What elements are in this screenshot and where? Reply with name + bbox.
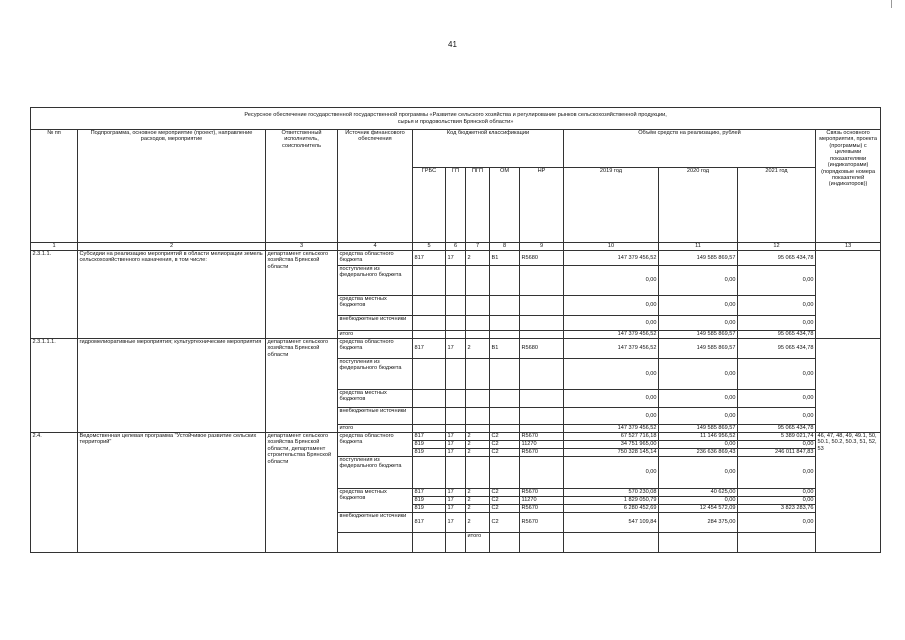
source-extra: внебюджетные источники bbox=[338, 408, 413, 425]
amount-2020: 0,00 bbox=[659, 390, 738, 408]
grbs-cell: 819 bbox=[413, 497, 446, 505]
source-federal: поступления из федерального бюджета bbox=[338, 266, 413, 296]
amount-2020: 0,00 bbox=[659, 441, 738, 449]
grbs-cell: 817 bbox=[413, 433, 446, 441]
grbs-cell: 819 bbox=[413, 449, 446, 457]
om-cell: С2 bbox=[490, 513, 520, 533]
empty-cell bbox=[446, 359, 466, 390]
header-source: Источник финансового обеспечения bbox=[338, 130, 413, 243]
nr-cell: R5670 bbox=[520, 505, 564, 513]
empty-cell bbox=[466, 296, 490, 316]
header-2020: 2020 год bbox=[659, 168, 738, 243]
amount-2021: 0,00 bbox=[738, 390, 816, 408]
row-number: 2.3.1.1.1. bbox=[31, 339, 78, 433]
amount-2019: 0,00 bbox=[564, 296, 659, 316]
header-grbs: ГРБС bbox=[413, 168, 446, 243]
row-number: 2.4. bbox=[31, 433, 78, 553]
source-local: средства местных бюджетов bbox=[338, 489, 413, 513]
amount-2021: 0,00 bbox=[738, 497, 816, 505]
col-number: 9 bbox=[520, 243, 564, 251]
nr-cell: R5680 bbox=[520, 339, 564, 359]
source-local: средства местных бюджетов bbox=[338, 296, 413, 316]
amount-2019: 6 280 452,69 bbox=[564, 505, 659, 513]
amount-2019: 34 751 965,00 bbox=[564, 441, 659, 449]
source-total: итого bbox=[466, 533, 490, 553]
col-number: 11 bbox=[659, 243, 738, 251]
program-name: гидромелиоративные мероприятия; культуртехнические мероприятия bbox=[78, 339, 266, 433]
gp-cell: 17 bbox=[446, 251, 466, 266]
amount-2020: 0,00 bbox=[659, 266, 738, 296]
amount-2019: 0,00 bbox=[564, 266, 659, 296]
amount-2020: 0,00 bbox=[659, 316, 738, 331]
om-cell: С2 bbox=[490, 497, 520, 505]
table-title bbox=[31, 108, 881, 130]
empty-cell bbox=[446, 296, 466, 316]
empty-cell bbox=[413, 533, 446, 553]
header-pgp: ПГП bbox=[466, 168, 490, 243]
empty-cell bbox=[490, 266, 520, 296]
col-number: 7 bbox=[466, 243, 490, 251]
header-budget-code: Код бюджетной классификации bbox=[413, 130, 564, 168]
edge-mark bbox=[891, 0, 892, 8]
empty-cell bbox=[413, 408, 446, 425]
empty-cell bbox=[520, 390, 564, 408]
amount-2019: 147 379 456,52 bbox=[564, 251, 659, 266]
program-name: Ведомственная целевая программа "Устойчивое развитие сельских территорий" bbox=[78, 433, 266, 553]
program-name: Субсидии на реализацию мероприятий в области мелиорации земель сельскохозяйственного назначения, в том числе: bbox=[78, 251, 266, 339]
amount-2021: 0,00 bbox=[738, 408, 816, 425]
source-federal: поступления из федерального бюджета bbox=[338, 359, 413, 390]
empty-cell bbox=[466, 331, 490, 339]
col-number: 12 bbox=[738, 243, 816, 251]
gp-cell: 17 bbox=[446, 513, 466, 533]
executor: департамент сельского хозяйства Брянской области bbox=[266, 251, 338, 339]
source-extra: внебюджетные источники bbox=[338, 513, 413, 533]
total-2019: 147 379 456,52 bbox=[564, 425, 659, 433]
amount-2021: 0,00 bbox=[738, 316, 816, 331]
empty-cell bbox=[446, 425, 466, 433]
total-2021: 95 065 434,78 bbox=[738, 425, 816, 433]
amount-2020: 149 585 869,57 bbox=[659, 251, 738, 266]
empty-cell bbox=[466, 390, 490, 408]
amount-2021: 0,00 bbox=[738, 296, 816, 316]
empty-cell bbox=[490, 359, 520, 390]
empty-cell bbox=[466, 316, 490, 331]
header-om: ОМ bbox=[490, 168, 520, 243]
nr-cell: R5680 bbox=[520, 251, 564, 266]
amount-2020: 149 585 869,57 bbox=[659, 339, 738, 359]
grbs-cell: 817 bbox=[413, 339, 446, 359]
empty-cell bbox=[413, 359, 446, 390]
empty-cell bbox=[466, 408, 490, 425]
header-no: № пп bbox=[31, 130, 78, 243]
empty-cell bbox=[520, 266, 564, 296]
empty-cell bbox=[413, 425, 446, 433]
gp-cell: 17 bbox=[446, 489, 466, 497]
header-2019: 2019 год bbox=[564, 168, 659, 243]
amount-2021: 3 823 283,76 bbox=[738, 505, 816, 513]
amount-2019: 547 109,84 bbox=[564, 513, 659, 533]
gp-cell: 17 bbox=[446, 449, 466, 457]
header-link: Связь основного мероприятия, проекта (программы) с целевыми показателями (индикаторами) (порядковые номера показателей (индикаторов)) bbox=[816, 130, 881, 243]
amount-2021: 95 065 434,78 bbox=[738, 339, 816, 359]
header-nr: НР bbox=[520, 168, 564, 243]
amount-2019: 0,00 bbox=[564, 359, 659, 390]
empty-cell bbox=[413, 266, 446, 296]
source-regional: средства областного бюджета bbox=[338, 339, 413, 359]
link-cell bbox=[816, 251, 881, 339]
empty-cell bbox=[490, 408, 520, 425]
pgp-cell: 2 bbox=[466, 449, 490, 457]
total-2021: 95 065 434,78 bbox=[738, 331, 816, 339]
total-2020: 149 585 869,57 bbox=[659, 331, 738, 339]
grbs-cell: 819 bbox=[413, 505, 446, 513]
title-line-1: Ресурсное обеспечение государственной государственной программы «Развитие сельского хозяйства и регулирование рынков сельскохозяйственной продукции, bbox=[244, 112, 667, 119]
amount-2021: 0,00 bbox=[738, 441, 816, 449]
empty-cell bbox=[490, 296, 520, 316]
nr-cell: R5670 bbox=[520, 433, 564, 441]
link-cell bbox=[816, 339, 881, 433]
col-number: 3 bbox=[266, 243, 338, 251]
total-2020: 149 585 869,57 bbox=[659, 425, 738, 433]
empty-cell bbox=[466, 266, 490, 296]
amount-2021: 0,00 bbox=[738, 359, 816, 390]
amount-2020: 0,00 bbox=[659, 359, 738, 390]
empty-cell bbox=[446, 390, 466, 408]
source-federal: поступления из федерального бюджета bbox=[338, 457, 413, 489]
empty-cell bbox=[520, 316, 564, 331]
amount-2020: 0,00 bbox=[659, 296, 738, 316]
empty-cell bbox=[413, 457, 446, 489]
col-number: 10 bbox=[564, 243, 659, 251]
om-cell: С2 bbox=[490, 449, 520, 457]
om-cell: В1 bbox=[490, 251, 520, 266]
amount-2019: 0,00 bbox=[564, 316, 659, 331]
amount-2021: 95 065 434,78 bbox=[738, 251, 816, 266]
amount-2020: 0,00 bbox=[659, 457, 738, 489]
amount-2021: 0,00 bbox=[738, 457, 816, 489]
amount-2019: 750 328 145,14 bbox=[564, 449, 659, 457]
gp-cell: 17 bbox=[446, 433, 466, 441]
grbs-cell: 817 bbox=[413, 513, 446, 533]
pgp-cell: 2 bbox=[466, 505, 490, 513]
header-executor: Ответственный исполнитель, соисполнитель bbox=[266, 130, 338, 243]
empty-cell bbox=[446, 408, 466, 425]
header-gp: ГП bbox=[446, 168, 466, 243]
header-2021: 2021 год bbox=[738, 168, 816, 243]
col-number: 2 bbox=[78, 243, 266, 251]
source-regional: средства областного бюджета bbox=[338, 251, 413, 266]
empty-cell bbox=[490, 457, 520, 489]
empty-cell bbox=[466, 425, 490, 433]
nr-cell: R5670 bbox=[520, 489, 564, 497]
indicator-links: 46, 47, 48, 49, 49.1, 50, 50.1, 50.2, 50.3, 51, 52, 53 bbox=[816, 433, 881, 553]
empty-cell bbox=[446, 316, 466, 331]
empty-cell bbox=[490, 390, 520, 408]
source-extra: внебюджетные источники bbox=[338, 316, 413, 331]
amount-2021: 0,00 bbox=[738, 513, 816, 533]
nr-cell: 11270 bbox=[520, 441, 564, 449]
pgp-cell: 2 bbox=[466, 433, 490, 441]
empty-cell bbox=[446, 331, 466, 339]
col-number: 4 bbox=[338, 243, 413, 251]
empty-cell bbox=[446, 457, 466, 489]
gp-cell: 17 bbox=[446, 505, 466, 513]
col-number: 1 bbox=[31, 243, 78, 251]
empty-cell bbox=[413, 296, 446, 316]
gp-cell: 17 bbox=[446, 339, 466, 359]
pgp-cell: 2 bbox=[466, 339, 490, 359]
row-number: 2.3.1.1. bbox=[31, 251, 78, 339]
empty-cell bbox=[413, 390, 446, 408]
empty-cell bbox=[738, 533, 816, 553]
source-local: средства местных бюджетов bbox=[338, 390, 413, 408]
pgp-cell: 2 bbox=[466, 489, 490, 497]
amount-2020: 0,00 bbox=[659, 408, 738, 425]
empty-cell bbox=[413, 331, 446, 339]
om-cell: С2 bbox=[490, 505, 520, 513]
gp-cell: 17 bbox=[446, 497, 466, 505]
pgp-cell: 2 bbox=[466, 497, 490, 505]
amount-2019: 570 230,08 bbox=[564, 489, 659, 497]
col-number: 13 bbox=[816, 243, 881, 251]
source-regional: средства областного бюджета bbox=[338, 433, 413, 457]
amount-2019: 0,00 bbox=[564, 457, 659, 489]
empty-cell bbox=[520, 331, 564, 339]
om-cell: В1 bbox=[490, 339, 520, 359]
amount-2021: 5 389 021,74 bbox=[738, 433, 816, 441]
nr-cell: R5670 bbox=[520, 449, 564, 457]
om-cell: С2 bbox=[490, 489, 520, 497]
amount-2021: 0,00 bbox=[738, 266, 816, 296]
amount-2019: 1 829 050,79 bbox=[564, 497, 659, 505]
header-program: Подпрограмма, основное мероприятие (проект), направление расходов, мероприятие bbox=[78, 130, 266, 243]
grbs-cell: 817 bbox=[413, 489, 446, 497]
om-cell: С2 bbox=[490, 433, 520, 441]
grbs-cell: 819 bbox=[413, 441, 446, 449]
total-2019: 147 379 456,52 bbox=[564, 331, 659, 339]
resource-table bbox=[30, 107, 881, 553]
pgp-cell: 2 bbox=[466, 513, 490, 533]
empty-cell bbox=[466, 457, 490, 489]
empty-cell bbox=[520, 425, 564, 433]
executor: департамент сельского хозяйства Брянской области, департамент строительства Брянской области bbox=[266, 433, 338, 553]
page-number: 41 bbox=[448, 40, 457, 49]
amount-2020: 12 454 572,09 bbox=[659, 505, 738, 513]
source-total: итого bbox=[338, 331, 413, 339]
pgp-cell: 2 bbox=[466, 251, 490, 266]
pgp-cell: 2 bbox=[466, 441, 490, 449]
empty-cell bbox=[466, 359, 490, 390]
amount-2019: 0,00 bbox=[564, 390, 659, 408]
col-number: 8 bbox=[490, 243, 520, 251]
empty-cell bbox=[490, 331, 520, 339]
amount-2020: 11 146 956,52 bbox=[659, 433, 738, 441]
source-total: итого bbox=[338, 425, 413, 433]
nr-cell: R5670 bbox=[520, 513, 564, 533]
empty-cell bbox=[490, 425, 520, 433]
header-amount: Объём средств на реализацию, рублей bbox=[564, 130, 816, 168]
empty-cell bbox=[338, 533, 413, 553]
empty-cell bbox=[520, 408, 564, 425]
amount-2020: 40 625,00 bbox=[659, 489, 738, 497]
om-cell: С2 bbox=[490, 441, 520, 449]
executor: департамент сельского хозяйства Брянской области bbox=[266, 339, 338, 433]
amount-2020: 236 636 869,43 bbox=[659, 449, 738, 457]
col-number: 5 bbox=[413, 243, 446, 251]
amount-2021: 0,00 bbox=[738, 489, 816, 497]
empty-cell bbox=[564, 533, 659, 553]
amount-2020: 0,00 bbox=[659, 497, 738, 505]
empty-cell bbox=[520, 359, 564, 390]
amount-2019: 147 379 456,52 bbox=[564, 339, 659, 359]
gp-cell: 17 bbox=[446, 441, 466, 449]
empty-cell bbox=[520, 296, 564, 316]
nr-cell: 11270 bbox=[520, 497, 564, 505]
col-number: 6 bbox=[446, 243, 466, 251]
amount-2020: 284 375,00 bbox=[659, 513, 738, 533]
amount-2021: 246 011 847,83 bbox=[738, 449, 816, 457]
grbs-cell: 817 bbox=[413, 251, 446, 266]
empty-cell bbox=[520, 457, 564, 489]
empty-cell bbox=[490, 533, 520, 553]
title-line-2: сырья и продовольствия Брянской области» bbox=[397, 118, 514, 125]
amount-2019: 0,00 bbox=[564, 408, 659, 425]
empty-cell bbox=[490, 316, 520, 331]
empty-cell bbox=[446, 533, 466, 553]
empty-cell bbox=[520, 533, 564, 553]
empty-cell bbox=[413, 316, 446, 331]
empty-cell bbox=[446, 266, 466, 296]
empty-cell bbox=[659, 533, 738, 553]
amount-2019: 67 527 716,18 bbox=[564, 433, 659, 441]
